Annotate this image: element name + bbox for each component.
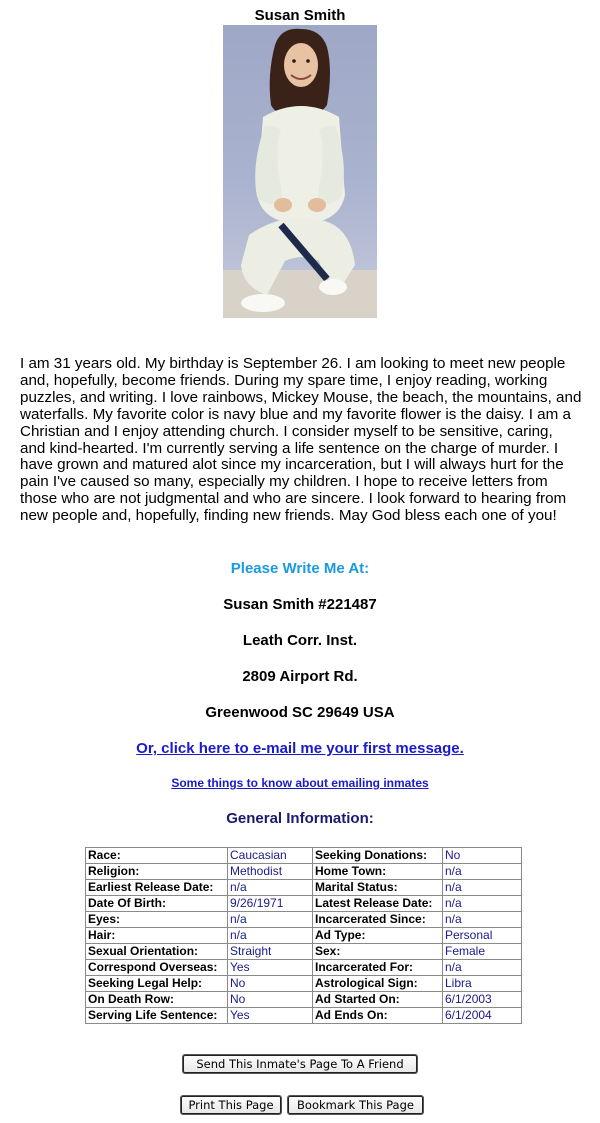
address-name-line: Susan Smith #221487 — [223, 596, 377, 613]
info-value: n/a — [443, 912, 522, 928]
info-label: Ad Type: — [313, 928, 443, 944]
info-label: Ad Started On: — [313, 992, 443, 1008]
info-value: No — [228, 976, 313, 992]
info-value: n/a — [228, 880, 313, 896]
info-label: Sex: — [313, 944, 443, 960]
table-row — [86, 944, 522, 960]
info-value: Yes — [228, 960, 313, 976]
info-value: n/a — [443, 864, 522, 880]
info-value: n/a — [443, 960, 522, 976]
address-street-line: 2809 Airport Rd. — [242, 668, 358, 685]
info-label: Home Town: — [313, 864, 443, 880]
table-row — [86, 928, 522, 944]
info-value: No — [228, 992, 313, 1008]
info-label: Race: — [86, 848, 228, 864]
photo-face — [284, 43, 318, 87]
info-label: Latest Release Date: — [313, 896, 443, 912]
info-label: Correspond Overseas: — [86, 960, 228, 976]
table-row — [86, 896, 522, 912]
photo-eye-left — [292, 59, 296, 63]
write-me-heading: Please Write Me At: — [230, 560, 370, 577]
bookmark-page-button[interactable]: Bookmark This Page — [287, 1095, 424, 1115]
info-value: Caucasian — [228, 848, 313, 864]
info-value: Yes — [228, 1008, 313, 1024]
table-row — [86, 880, 522, 896]
email-me-link[interactable]: Or, click here to e-mail me your first message. — [136, 740, 464, 757]
info-value: n/a — [443, 880, 522, 896]
info-value: n/a — [443, 896, 522, 912]
info-value: Straight — [228, 944, 313, 960]
info-value: Libra — [443, 976, 522, 992]
info-label: Serving Life Sentence: — [86, 1008, 228, 1024]
info-label: Date Of Birth: — [86, 896, 228, 912]
info-value: Methodist — [228, 864, 313, 880]
info-value: n/a — [228, 912, 313, 928]
table-row — [86, 976, 522, 992]
info-label: Seeking Legal Help: — [86, 976, 228, 992]
info-label: Earliest Release Date: — [86, 880, 228, 896]
table-row — [86, 912, 522, 928]
info-label: Seeking Donations: — [313, 848, 443, 864]
info-label: Hair: — [86, 928, 228, 944]
table-row — [86, 848, 522, 864]
photo-eye-right — [306, 59, 310, 63]
info-label: Incarcerated Since: — [313, 912, 443, 928]
info-value: No — [443, 848, 522, 864]
info-value: 6/1/2003 — [443, 992, 522, 1008]
table-row — [86, 960, 522, 976]
info-value: n/a — [228, 928, 313, 944]
profile-photo-illustration — [223, 25, 377, 318]
general-info-heading: General Information: — [226, 810, 374, 827]
general-info-table — [85, 847, 522, 1024]
address-institution-line: Leath Corr. Inst. — [242, 632, 358, 649]
profile-name: Susan Smith — [254, 7, 346, 24]
photo-shoe-left — [241, 294, 285, 312]
print-page-button[interactable]: Print This Page — [180, 1095, 282, 1115]
address-city-line: Greenwood SC 29649 USA — [205, 704, 395, 721]
info-label: Incarcerated For: — [313, 960, 443, 976]
photo-hand-right — [308, 198, 326, 212]
info-value: 9/26/1971 — [228, 896, 313, 912]
table-row — [86, 864, 522, 880]
info-label: Ad Ends On: — [313, 1008, 443, 1024]
send-to-friend-button[interactable]: Send This Inmate's Page To A Friend — [182, 1054, 418, 1074]
info-label: Astrological Sign: — [313, 976, 443, 992]
info-label: Eyes: — [86, 912, 228, 928]
table-row — [86, 1008, 522, 1024]
photo-shoe-right — [319, 279, 347, 295]
info-label: Marital Status: — [313, 880, 443, 896]
bio-text: I am 31 years old. My birthday is September 26. I am looking to meet new people and, hopefully, become friends. During my spare time, I enjoy reading, working puzzles, and writing. I love rainbows, Mickey Mouse, the beach, the mountains, and waterfalls. My favorite color is navy blue and my favorite flower is the daisy. I am a Christian and I enjoy attending church. I consider myself to be sensitive, caring, and kind-hearted. I'm currently serving a life sentence on the charge of murder. I have grown and matured alot since my incarceration, but I will always hurt for the pain I've caused so many, especially my children. I hope to receive letters from those who are not judgmental and who are sincere. I look forward to hearing from new people and, hopefully, finding new friends. May God bless each one of you! — [20, 355, 582, 525]
info-value: 6/1/2004 — [443, 1008, 522, 1024]
photo-hand-left — [274, 198, 292, 212]
emailing-tips-link[interactable]: Some things to know about emailing inmates — [171, 776, 429, 790]
info-label: On Death Row: — [86, 992, 228, 1008]
info-value: Personal — [443, 928, 522, 944]
info-label: Religion: — [86, 864, 228, 880]
profile-photo — [223, 25, 377, 318]
table-row — [86, 992, 522, 1008]
info-label: Sexual Orientation: — [86, 944, 228, 960]
info-value: Female — [443, 944, 522, 960]
